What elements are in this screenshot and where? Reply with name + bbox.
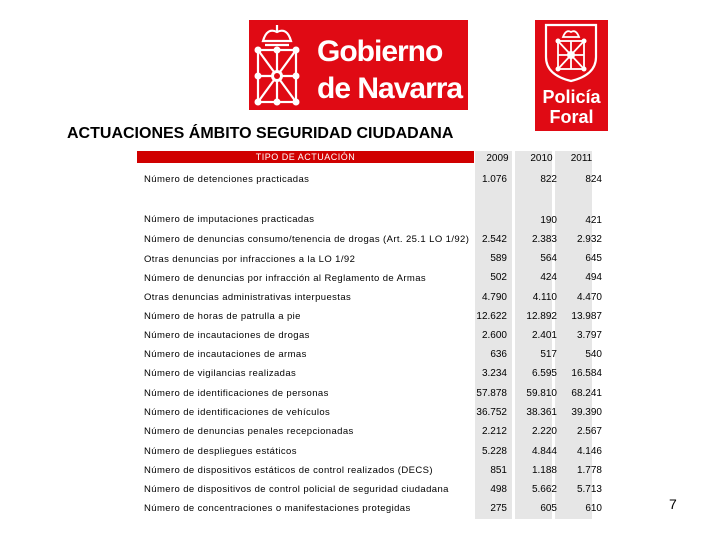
table-row-label: Número de horas de patrulla a pie	[144, 311, 301, 322]
page-number: 7	[669, 496, 677, 512]
table-cell-2010: 424	[540, 272, 557, 283]
table-cell-2011: 421	[585, 215, 602, 226]
year-header-2010: 2010	[530, 153, 553, 164]
table-cell-2010: 4.110	[532, 292, 557, 303]
table-cell-2009: 4.790	[481, 292, 507, 303]
table-cell-2010: 2.383	[531, 234, 557, 245]
table-cell-2009: 2.542	[481, 234, 507, 245]
gobierno-navarra-logo	[249, 20, 468, 110]
table-cell-2010: 5.662	[531, 484, 557, 495]
table-row-label: Número de concentraciones o manifestaciones protegidas	[144, 503, 411, 514]
table-cell-2009: 5.228	[481, 446, 507, 457]
table-cell-2009: 2.212	[481, 426, 507, 437]
table-row-label: Número de vigilancias realizadas	[144, 368, 297, 379]
table-cell-2009: 851	[490, 465, 507, 476]
table-row-label: Número de incautaciones de drogas	[144, 330, 310, 341]
table-cell-2009: 12.622	[476, 311, 507, 322]
table-row-label: Número de denuncias penales recepcionadas	[144, 426, 354, 437]
table-row-label: Número de imputaciones practicadas	[144, 214, 315, 225]
table-cell-2011: 645	[585, 253, 602, 264]
policia-foral-logo	[535, 20, 608, 131]
table-cell-2009: 502	[490, 272, 507, 283]
table-cell-2010: 190	[540, 215, 557, 226]
year-header-2009: 2009	[486, 153, 509, 164]
logo-text-de-navarra: de Navarra	[317, 72, 463, 105]
table-row-label: Número de incautaciones de armas	[144, 349, 307, 360]
table-cell-2011: 4.146	[576, 446, 602, 457]
table-row-label: Número de dispositivos estáticos de control realizados (DECS)	[144, 465, 433, 476]
table-cell-2011: 39.390	[571, 407, 602, 418]
table-row-label: Número de denuncias consumo/tenencia de drogas (Art. 25.1 LO 1/92)	[144, 234, 470, 245]
table-cell-2010: 59.810	[526, 388, 557, 399]
table-cell-2009: 2.600	[481, 330, 507, 341]
table-row-label: Número de despliegues estáticos	[144, 446, 297, 457]
table-cell-2009: 275	[490, 503, 507, 514]
table-cell-2009: 36.752	[476, 407, 507, 418]
table-cell-2009: 498	[490, 484, 507, 495]
policia-foral-emblem-icon	[543, 23, 599, 83]
table-cell-2010: 4.844	[531, 446, 557, 457]
logo-text-foral: Foral	[549, 107, 594, 127]
table-cell-2011: 2.567	[576, 426, 602, 437]
table-cell-2011: 610	[585, 503, 602, 514]
table-cell-2009: 57.878	[476, 388, 507, 399]
table-row-label: Número de denuncias por infracción al Reglamento de Armas	[144, 273, 427, 284]
table-cell-2011: 16.584	[571, 368, 602, 379]
table-cell-2009: 1.076	[481, 174, 507, 185]
table-cell-2010: 2.220	[531, 426, 557, 437]
table-row-label: Otras denuncias administrativas interpuestas	[144, 292, 352, 303]
table-cell-2010: 822	[540, 174, 557, 185]
navarra-coat-of-arms-icon	[253, 23, 301, 107]
table-cell-2010: 1.188	[531, 465, 557, 476]
table-cell-2009: 589	[490, 253, 507, 264]
year-header-2011: 2011	[570, 153, 593, 164]
table-row-label: Número de detenciones practicadas	[144, 174, 310, 185]
table-cell-2010: 2.401	[531, 330, 557, 341]
table-cell-2010: 605	[540, 503, 557, 514]
table-cell-2011: 3.797	[576, 330, 602, 341]
table-cell-2009: 3.234	[481, 368, 507, 379]
table-row-label: Número de dispositivos de control policial de seguridad ciudadana	[144, 484, 449, 495]
table-cell-2010: 564	[540, 253, 557, 264]
table-row-label: Número de identificaciones de vehículos	[144, 407, 331, 418]
table-cell-2010: 38.361	[526, 407, 557, 418]
table-cell-2011: 2.932	[576, 234, 602, 245]
table-cell-2011: 5.713	[576, 484, 602, 495]
table-cell-2010: 6.595	[531, 368, 557, 379]
table-cell-2009: 636	[490, 349, 507, 360]
table-row-label: Otras denuncias por infracciones a la LO 1/92	[144, 254, 356, 265]
page-title: ACTUACIONES ÁMBITO SEGURIDAD CIUDADANA	[67, 125, 454, 142]
logo-text-policia: Policía	[542, 87, 601, 107]
table-cell-2011: 824	[585, 174, 602, 185]
table-header-tipo-actuacion: TIPO DE ACTUACIÓN	[137, 151, 474, 163]
table-cell-2010: 517	[540, 349, 557, 360]
table-cell-2011: 494	[585, 272, 602, 283]
logo-text-gobierno: Gobierno	[317, 35, 443, 68]
table-cell-2011: 4.470	[576, 292, 602, 303]
table-row-label: Número de identificaciones de personas	[144, 388, 329, 399]
table-cell-2010: 12.892	[526, 311, 557, 322]
table-cell-2011: 1.778	[576, 465, 602, 476]
table-cell-2011: 68.241	[571, 388, 602, 399]
table-cell-2011: 13.987	[571, 311, 602, 322]
table-cell-2011: 540	[585, 349, 602, 360]
